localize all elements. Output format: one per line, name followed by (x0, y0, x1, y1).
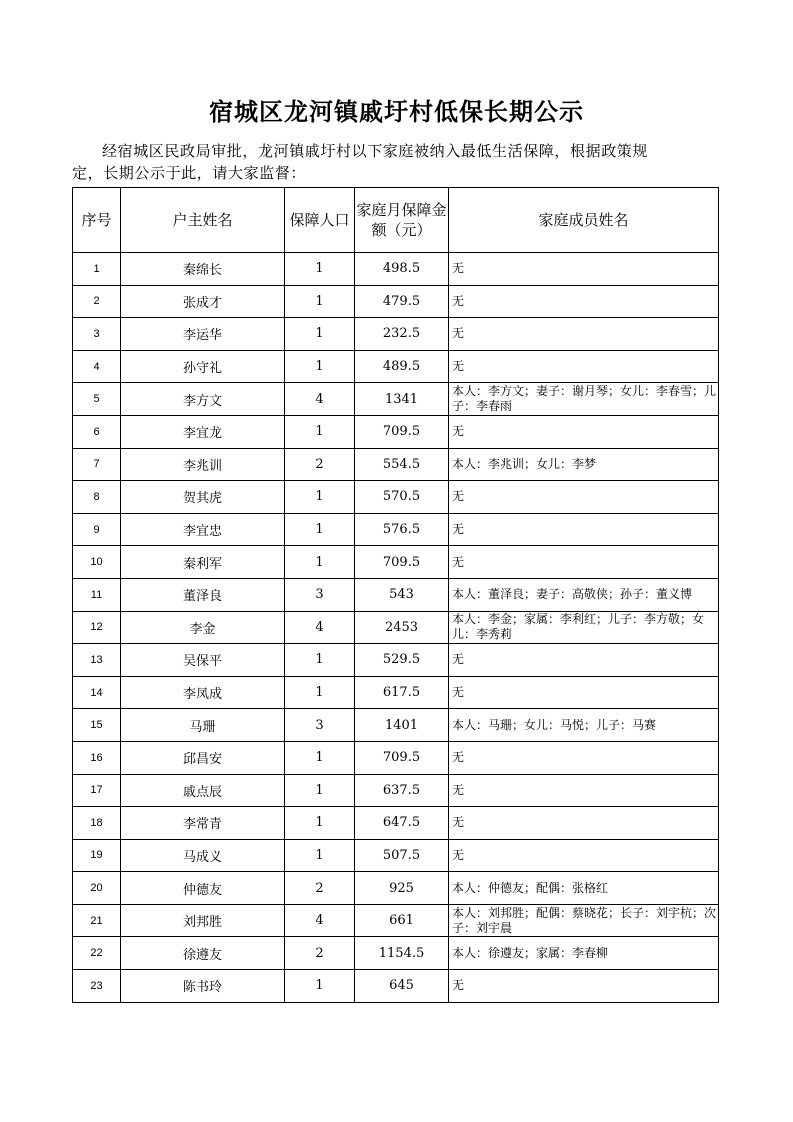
table-row (73, 350, 719, 383)
table-row (73, 481, 719, 514)
cell-count: 3 (285, 578, 355, 611)
cell-amount: 543 (355, 578, 449, 611)
cell-amount: 489.5 (355, 350, 449, 383)
cell-count: 1 (285, 741, 355, 774)
cell-householder: 马成义 (121, 839, 285, 872)
cell-amount: 1341 (355, 383, 449, 416)
cell-count: 1 (285, 807, 355, 840)
cell-count: 1 (285, 513, 355, 546)
cell-householder: 董泽良 (121, 578, 285, 611)
table-row (73, 448, 719, 481)
cell-amount: 570.5 (355, 481, 449, 514)
cell-count: 2 (285, 937, 355, 970)
cell-amount: 617.5 (355, 676, 449, 709)
cell-householder: 张成才 (121, 285, 285, 318)
cell-amount: 709.5 (355, 546, 449, 579)
cell-householder: 李宜忠 (121, 513, 285, 546)
cell-members: 本人：马珊；女儿：马悦；儿子：马赛 (449, 709, 719, 742)
table-row (73, 904, 719, 937)
cell-no: 23 (73, 970, 121, 1003)
cell-members: 本人：刘邦胜；配偶：蔡晓花；长子：刘宇杭；次子：刘宇晨 (449, 904, 719, 937)
cell-no: 12 (73, 611, 121, 644)
cell-no: 7 (73, 448, 121, 481)
cell-amount: 1154.5 (355, 937, 449, 970)
table-row (73, 839, 719, 872)
cell-count: 1 (285, 774, 355, 807)
cell-count: 1 (285, 253, 355, 286)
cell-count: 1 (285, 285, 355, 318)
cell-members: 无 (449, 644, 719, 677)
cell-householder: 贺其虎 (121, 481, 285, 514)
cell-members: 无 (449, 513, 719, 546)
table-row (73, 644, 719, 677)
cell-members: 无 (449, 285, 719, 318)
header-name: 户主姓名 (121, 188, 285, 253)
cell-no: 5 (73, 383, 121, 416)
cell-no: 21 (73, 904, 121, 937)
table-row (73, 970, 719, 1003)
cell-no: 14 (73, 676, 121, 709)
cell-householder: 李凤成 (121, 676, 285, 709)
cell-householder: 李运华 (121, 318, 285, 351)
cell-count: 1 (285, 546, 355, 579)
cell-count: 1 (285, 350, 355, 383)
cell-householder: 李金 (121, 611, 285, 644)
table-row (73, 807, 719, 840)
cell-no: 3 (73, 318, 121, 351)
cell-amount: 507.5 (355, 839, 449, 872)
cell-householder: 秦利军 (121, 546, 285, 579)
cell-no: 10 (73, 546, 121, 579)
cell-no: 9 (73, 513, 121, 546)
table-row (73, 611, 719, 644)
cell-no: 4 (73, 350, 121, 383)
cell-members: 本人：李金；家属：李利红；儿子：李方敬；女儿：李秀莉 (449, 611, 719, 644)
cell-no: 19 (73, 839, 121, 872)
cell-no: 20 (73, 872, 121, 905)
cell-count: 1 (285, 970, 355, 1003)
cell-no: 8 (73, 481, 121, 514)
cell-amount: 479.5 (355, 285, 449, 318)
table-header-row (73, 188, 719, 253)
cell-amount: 709.5 (355, 741, 449, 774)
cell-members: 无 (449, 546, 719, 579)
cell-no: 22 (73, 937, 121, 970)
cell-no: 11 (73, 578, 121, 611)
table-row (73, 872, 719, 905)
cell-count: 1 (285, 644, 355, 677)
cell-count: 4 (285, 904, 355, 937)
cell-members: 本人：董泽良；妻子：高敬侠；孙子：董义博 (449, 578, 719, 611)
cell-amount: 529.5 (355, 644, 449, 677)
table-row (73, 741, 719, 774)
cell-amount: 554.5 (355, 448, 449, 481)
cell-members: 无 (449, 774, 719, 807)
header-no: 序号 (73, 188, 121, 253)
cell-members: 无 (449, 253, 719, 286)
cell-members: 本人：李兆训；女儿：李梦 (449, 448, 719, 481)
cell-members: 本人：仲德友；配偶：张格红 (449, 872, 719, 905)
table-row (73, 709, 719, 742)
table-row (73, 937, 719, 970)
cell-householder: 刘邦胜 (121, 904, 285, 937)
table-row (73, 318, 719, 351)
cell-amount: 232.5 (355, 318, 449, 351)
cell-householder: 陈书玲 (121, 970, 285, 1003)
cell-members: 无 (449, 970, 719, 1003)
assistance-table (72, 187, 719, 1003)
cell-amount: 576.5 (355, 513, 449, 546)
cell-members: 无 (449, 676, 719, 709)
cell-amount: 645 (355, 970, 449, 1003)
cell-amount: 498.5 (355, 253, 449, 286)
cell-count: 1 (285, 676, 355, 709)
table-row (73, 253, 719, 286)
cell-householder: 马珊 (121, 709, 285, 742)
cell-members: 无 (449, 415, 719, 448)
cell-householder: 戚点辰 (121, 774, 285, 807)
cell-householder: 仲德友 (121, 872, 285, 905)
cell-count: 1 (285, 481, 355, 514)
cell-householder: 徐遵友 (121, 937, 285, 970)
document-title: 宿城区龙河镇戚圩村低保长期公示 (209, 97, 584, 126)
cell-no: 13 (73, 644, 121, 677)
cell-count: 2 (285, 448, 355, 481)
cell-householder: 李方文 (121, 383, 285, 416)
cell-no: 17 (73, 774, 121, 807)
cell-amount: 925 (355, 872, 449, 905)
header-members: 家庭成员姓名 (449, 188, 719, 253)
cell-count: 1 (285, 839, 355, 872)
cell-amount: 661 (355, 904, 449, 937)
table-body (73, 253, 719, 1003)
cell-count: 3 (285, 709, 355, 742)
cell-amount: 637.5 (355, 774, 449, 807)
cell-members: 无 (449, 839, 719, 872)
table-row (73, 415, 719, 448)
cell-householder: 李常青 (121, 807, 285, 840)
cell-no: 2 (73, 285, 121, 318)
cell-no: 18 (73, 807, 121, 840)
cell-members: 无 (449, 350, 719, 383)
cell-members: 本人：李方文；妻子：谢月琴；女儿：李春雪；儿子：李春雨 (449, 383, 719, 416)
table-row (73, 578, 719, 611)
cell-count: 2 (285, 872, 355, 905)
cell-members: 无 (449, 807, 719, 840)
cell-householder: 李兆训 (121, 448, 285, 481)
cell-count: 1 (285, 415, 355, 448)
cell-householder: 孙守礼 (121, 350, 285, 383)
cell-count: 4 (285, 383, 355, 416)
intro-paragraph: 经宿城区民政局审批，龙河镇戚圩村以下家庭被纳入最低生活保障，根据政策规定，长期公示于此，请大家监督： (72, 142, 649, 182)
cell-amount: 2453 (355, 611, 449, 644)
cell-count: 4 (285, 611, 355, 644)
cell-members: 无 (449, 741, 719, 774)
table-row (73, 774, 719, 807)
table-row (73, 285, 719, 318)
cell-count: 1 (285, 318, 355, 351)
cell-members: 无 (449, 481, 719, 514)
cell-householder: 吴保平 (121, 644, 285, 677)
cell-householder: 邱昌安 (121, 741, 285, 774)
header-count: 保障人口 (285, 188, 355, 253)
cell-members: 本人：徐遵友；家属：李春柳 (449, 937, 719, 970)
table-row (73, 546, 719, 579)
table-row (73, 676, 719, 709)
header-amount: 家庭月保障金额（元） (355, 188, 449, 253)
table-row (73, 513, 719, 546)
cell-no: 15 (73, 709, 121, 742)
cell-no: 1 (73, 253, 121, 286)
cell-householder: 秦绵长 (121, 253, 285, 286)
cell-amount: 1401 (355, 709, 449, 742)
cell-no: 6 (73, 415, 121, 448)
cell-amount: 709.5 (355, 415, 449, 448)
cell-amount: 647.5 (355, 807, 449, 840)
cell-members: 无 (449, 318, 719, 351)
cell-householder: 李宜龙 (121, 415, 285, 448)
cell-no: 16 (73, 741, 121, 774)
table-row (73, 383, 719, 416)
